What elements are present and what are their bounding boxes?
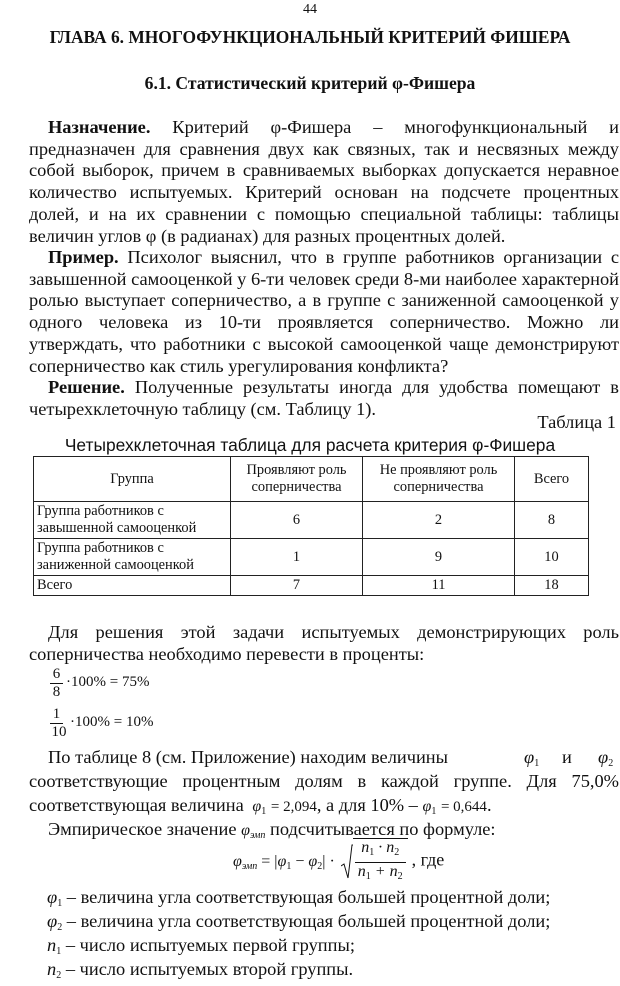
phi1-value: = 2,094 [270,799,317,815]
fraction-numerator: 1 [52,706,61,722]
solution-paragraph [29,377,619,420]
empirical-text: подсчитывается по формуле: [270,819,496,839]
purpose-label: Назначение. [48,117,151,137]
lookup-line-3: соответствующая величина $\varphi_1 = 2,094$, а для $10\% - \varphi_1 = 0,644$. [29,795,492,817]
chapter-title: ГЛАВА 6. МНОГОФУНКЦИОНАЛЬНЫЙ КРИТЕРИЙ ФИШЕРА [49,27,571,47]
definition-n2 [47,959,353,981]
definition-text: – число испытуемых второй группы. [65,959,354,979]
example-label: Пример. [48,247,119,267]
row-value: 1 [231,539,363,576]
row-group: Группа работников с завышенной самооценкой [34,502,231,539]
n1-symbol: $n_1$ [47,935,62,957]
lookup-text: соответствующая величина [29,795,244,815]
empirical-text: Эмпирическое значение [48,819,237,839]
row-value: 9 [363,539,515,576]
fraction-denominator: 8 [52,684,61,700]
phi-emp-symbol: $\varphi_{эмп}$ [241,822,266,841]
table-label: Таблица 1 [537,412,616,432]
sqrt-expression [341,838,408,886]
definition-phi2 [47,911,550,933]
definition-phi1 [47,887,550,909]
definition-text: – величина угла соответствующая большей процентной доли; [66,887,551,907]
fisher-table [33,456,589,596]
row-value: 2 [363,502,515,539]
convert-paragraph: Для решения этой задачи испытуемых демонстрирующих роль соперничества необходимо перевести в проценты: [29,622,619,664]
solution-label: Решение. [48,377,125,397]
calc-result: ·100% = 75% [66,674,150,690]
phi-emp-symbol: $\varphi_{эмп}$ [233,852,258,872]
definition-text: – число испытуемых первой группы; [65,935,355,955]
row-total: 18 [515,576,589,596]
header-group: Группа [34,457,231,502]
calc-result: ·100% = 10% [70,714,154,730]
example-text: Психолог выяснил, что в группе работников организации с завышенной самооценкой у 6-ти человек среди 8-ми наиболее характерной ролью выступает соперничество, а в группе с заниженной самооценкой у одного человека из 10-ти проявляется соперничество. Можно ли утверждать, что работники с высокой самооценкой чаще демонстрируют соперничество как стиль урегулирования конфликта? [29,247,619,376]
lookup-line-2: соответствующие процентным долям в каждой группе. Для 75,0% [29,771,619,791]
page-number: 44 [303,2,317,17]
n2-symbol: $n_2$ [47,959,62,981]
phi1-symbol: $\varphi_1$ [248,798,267,817]
row-group: Всего [34,576,231,596]
header-not-show-role: Не проявляют роль соперничества [363,457,515,502]
phi2-symbol: $\varphi_2$ [598,747,614,769]
row-value: 6 [231,502,363,539]
header-total: Всего [515,457,589,502]
where-word: , где [411,849,445,870]
table-header-row [34,457,589,502]
purpose-text: Критерий φ-Фишера – многофункциональный и предназначен для сравнения двух как связных, так и несвязных между собой выборок, причем в сравниваемых выборках допускается неравное количество испытуемых. Критерий основан на подсчете процентных долей, и на их сравнении с помощью специальной таблицы: таблицы величин углов φ (в радианах) для разных процентных долей. [29,117,619,246]
row-total: 10 [515,539,589,576]
and-word: и [562,747,572,767]
phi1-symbol: $\varphi_1$ [47,887,63,909]
lookup-text: , а для 10% – [316,795,418,815]
row-total: 8 [515,502,589,539]
fisher-formula [233,838,444,886]
header-show-role: Проявляют роль соперничества [231,457,363,502]
solution-text: Полученные результаты иногда для удобства помещают в четырехклеточную таблицу (см. Таблицу 1). [29,377,619,419]
table-row [34,502,589,539]
row-value: 7 [231,576,363,596]
definition-n1 [47,935,355,957]
lookup-line-1 [48,746,619,768]
formula-body: = $|\varphi_1 - \varphi_2|$ · [261,852,335,872]
definition-text: – величина угла соответствующая большей процентной доли; [66,911,551,931]
row-group: Группа работников с заниженной самооценкой [34,539,231,576]
phi1-symbol: $\varphi_1$ [422,798,437,817]
phi1-symbol: $\varphi_1$ [524,747,540,769]
row-value: 11 [363,576,515,596]
sqrt-numerator: $n_1 \cdot n_2$ [361,839,400,858]
sqrt-sign-icon [341,844,353,882]
fraction-denominator: 10 [51,724,67,740]
phi2-symbol: $\varphi_2$ [47,911,63,933]
example-paragraph [29,247,619,377]
lookup-text: По таблице 8 (см. Приложение) находим величины [48,747,449,767]
sqrt-denominator: $n_1 + n_2$ [355,862,406,886]
table-caption: Четырехклеточная таблица для расчета критерия φ-Фишера [64,435,556,455]
calc-fraction-1 [50,666,150,701]
phi2-value: = 0,644 [440,799,487,815]
fraction-numerator: 6 [52,666,61,682]
table-row [34,576,589,596]
calc-fraction-2 [50,706,154,741]
section-title: 6.1. Статистический критерий φ-Фишера [144,73,476,93]
purpose-paragraph [29,117,619,247]
table-row [34,539,589,576]
